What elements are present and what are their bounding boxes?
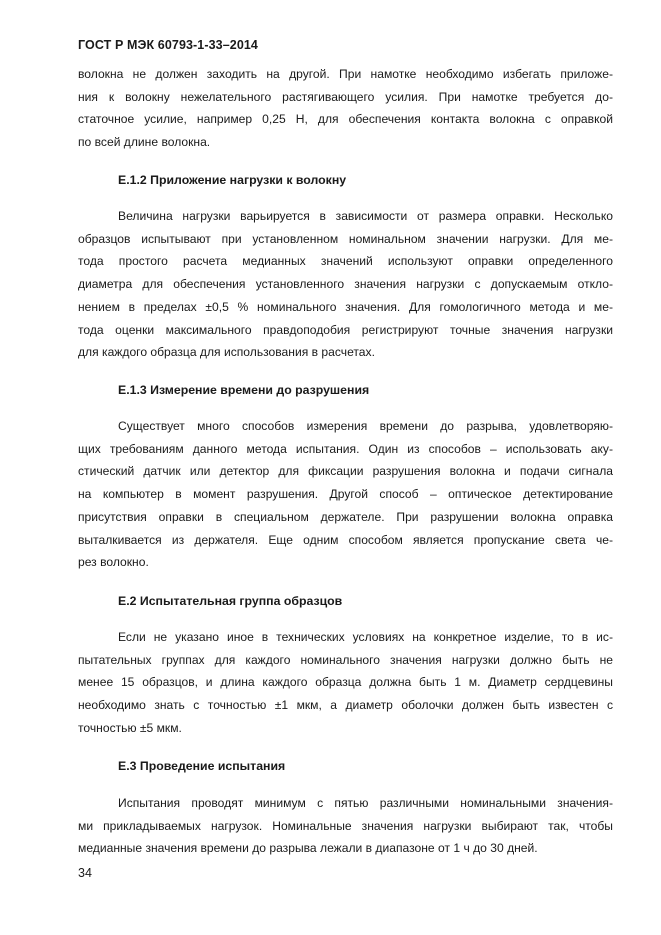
text-line: ми прикладываемых нагрузок. Номинальные значения нагрузки выбирают так, чтобы	[78, 818, 613, 833]
text-line: медианные значения времени до разрыва лежали в диапазоне от 1 ч до 30 дней.	[78, 841, 538, 856]
text-line: стический датчик или детектор для фиксации разрушения волокна и подачи сигнала	[78, 464, 613, 479]
text-line: выталкивается из держателя. Еще одним способом является пропускание света че-	[78, 532, 613, 547]
paragraph-continuation	[78, 63, 613, 154]
text-line: необходимо знать с точностью ±1 мкм, а диаметр оболочки должен быть известен с	[78, 698, 613, 713]
text-line: Испытания проводят минимум с пятью различными номинальными значения-	[118, 796, 613, 810]
text-line: по всей длине волокна.	[78, 135, 211, 150]
text-line: для каждого образца для использования в расчетах.	[78, 345, 375, 360]
text-line: волокна не должен заходить на другой. При намотке необходимо избегать приложе-	[78, 67, 613, 81]
paragraph	[78, 626, 613, 740]
text-line: тода простого расчета медианных значений используют оправки определенного	[78, 254, 613, 269]
paragraph	[78, 415, 613, 574]
text-line: на компьютер в момент разрушения. Другой способ – оптическое детектирование	[78, 487, 613, 502]
text-line: рез волокно.	[78, 555, 149, 570]
text-line: пытательных группах для каждого номинального значения нагрузки должно быть не	[78, 652, 613, 667]
text-line: статочное усилие, например 0,25 Н, для обеспечения контакта волокна с оправкой	[78, 112, 613, 127]
text-line: Если не указано иное в технических условиях на конкретное изделие, то в ис-	[118, 630, 613, 644]
paragraph	[78, 205, 613, 364]
standard-header: ГОСТ Р МЭК 60793-1-33–2014	[78, 38, 258, 52]
text-line: нением в пределах ±0,5 % номинального значения. Для гомологичного метода и ме-	[78, 299, 613, 314]
section-heading: Е.3 Проведение испытания	[118, 759, 286, 773]
text-line: диаметра для обеспечения установленного значения нагрузки с допускаемым откло-	[78, 277, 613, 292]
text-line: Существует много способов измерения времени до разрыва, удовлетворяю-	[118, 419, 613, 433]
text-line: присутствия оправки в специальном держателе. При разрушении волокна оправка	[78, 509, 613, 524]
section-heading: Е.1.2 Приложение нагрузки к волокну	[118, 173, 347, 187]
text-line: образцов испытывают при установленном номинальном значении нагрузки. Для ме-	[78, 231, 613, 246]
page-number: 34	[78, 866, 92, 880]
section-heading: Е.2 Испытательная группа образцов	[118, 594, 343, 608]
section-heading: Е.1.3 Измерение времени до разрушения	[118, 383, 370, 397]
text-line: точностью ±5 мкм.	[78, 720, 182, 735]
text-line: ния к волокну нежелательного растягивающего усилия. При намотке требуется до-	[78, 89, 613, 104]
text-line: Величина нагрузки варьируется в зависимости от размера оправки. Несколько	[118, 209, 613, 223]
text-line: щих требованиям данного метода испытания. Один из способов – использовать аку-	[78, 441, 613, 456]
paragraph	[78, 792, 613, 860]
text-line: менее 15 образцов, и длина каждого образца должна быть 1 м. Диаметр сердцевины	[78, 675, 613, 690]
text-line: тода оценки максимального правдоподобия регистрируют точные значения нагрузки	[78, 322, 613, 337]
